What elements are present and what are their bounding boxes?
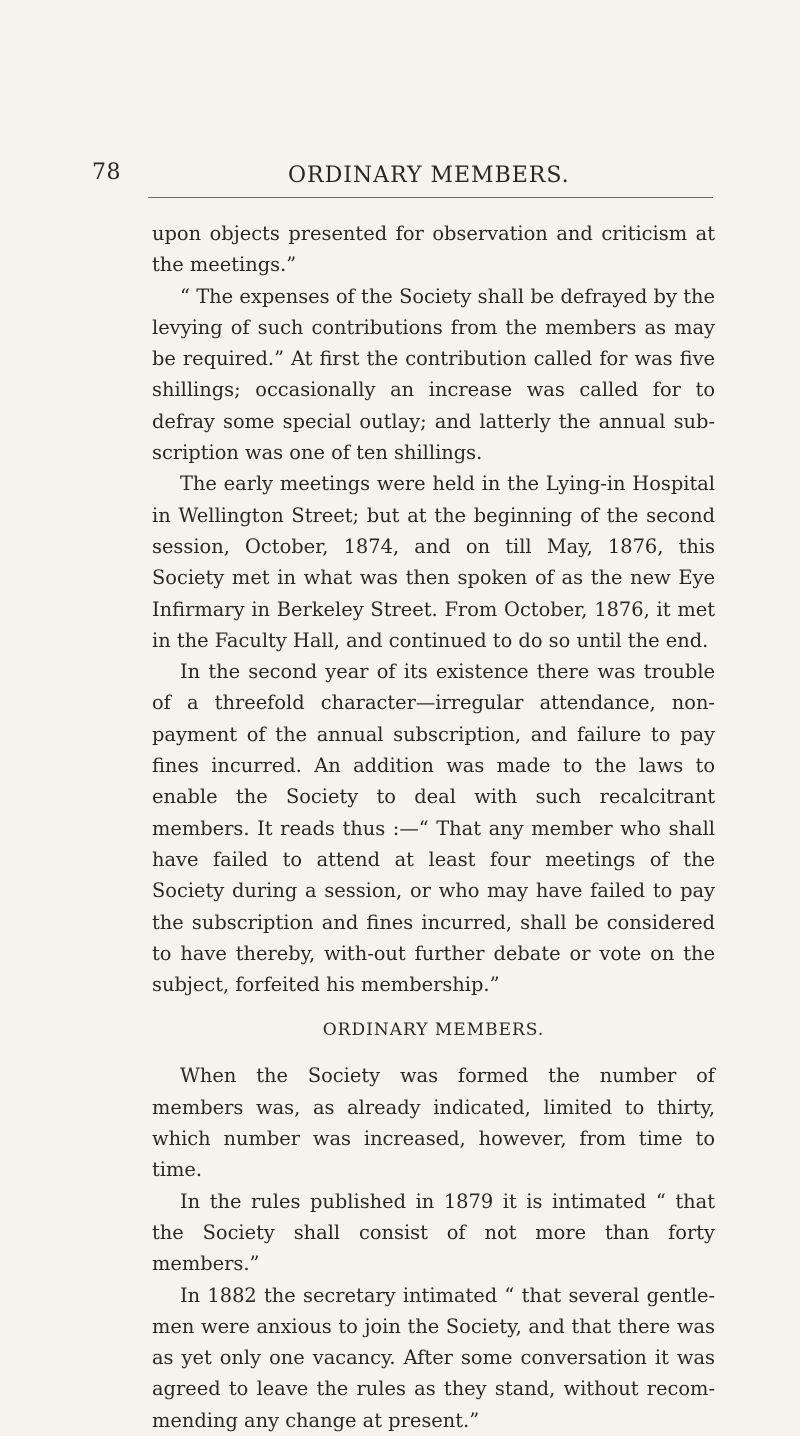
paragraph-trouble: In the second year of its existence there was trouble of a threefold character—irregular attendance, non-payment of the annual subscription, and failure to pay fines incurred. An addition was made to the laws to enable the Society to deal with such recalcitrant members. It reads thus :—“ That any member who shall have failed to attend at least four meetings of the Society during a session, or who may have failed to pay the subscription and fines incurred, shall be considered to have thereby, with-out further debate or vote on the subject, forfeited his membership.” bbox=[152, 660, 715, 997]
paragraph-rules-1879: In the rules published in 1879 it is intimated “ that the Society shall consist of not more than forty members.” bbox=[152, 1189, 715, 1276]
header-rule bbox=[148, 197, 713, 198]
page-number: 78 bbox=[92, 160, 121, 185]
paragraph-formation: When the Society was formed the number of members was, as already indicated, limited to thirty, which number was increased, however, from time to time. bbox=[152, 1064, 715, 1182]
body-text bbox=[152, 218, 715, 1436]
paragraph-meetings-location: The early meetings were held in the Lying-in Hospital in Wellington Street; but at the beginning of the second session, October, 1874, and on till May, 1876, this Society met in what was then spoken of as the new Eye Infirmary in Berkeley Street. From October, 1876, it met in the Faculty Hall, and continued to do so until the end. bbox=[152, 472, 715, 652]
paragraph-continued: upon objects presented for observation and criticism at the meetings.” bbox=[152, 222, 715, 277]
section-heading: ORDINARY MEMBERS. bbox=[322, 1020, 545, 1041]
running-title: ORDINARY MEMBERS. bbox=[288, 163, 570, 188]
paragraph-1882: In 1882 the secretary intimated “ that several gentle-men were anxious to join the Society, and that there was as yet only one vacancy. After some conversation it was agreed to leave the rules as they stand, without recom-mending any change at present.” bbox=[152, 1283, 715, 1432]
paragraph-expenses: “ The expenses of the Society shall be defrayed by the levying of such contributions from the members as may be required.” At first the contribution called for was five shillings; occasionally an increase was called for to defray some special outlay; and latterly the annual sub-scription was one of ten shillings. bbox=[152, 284, 715, 465]
running-head bbox=[92, 160, 722, 196]
